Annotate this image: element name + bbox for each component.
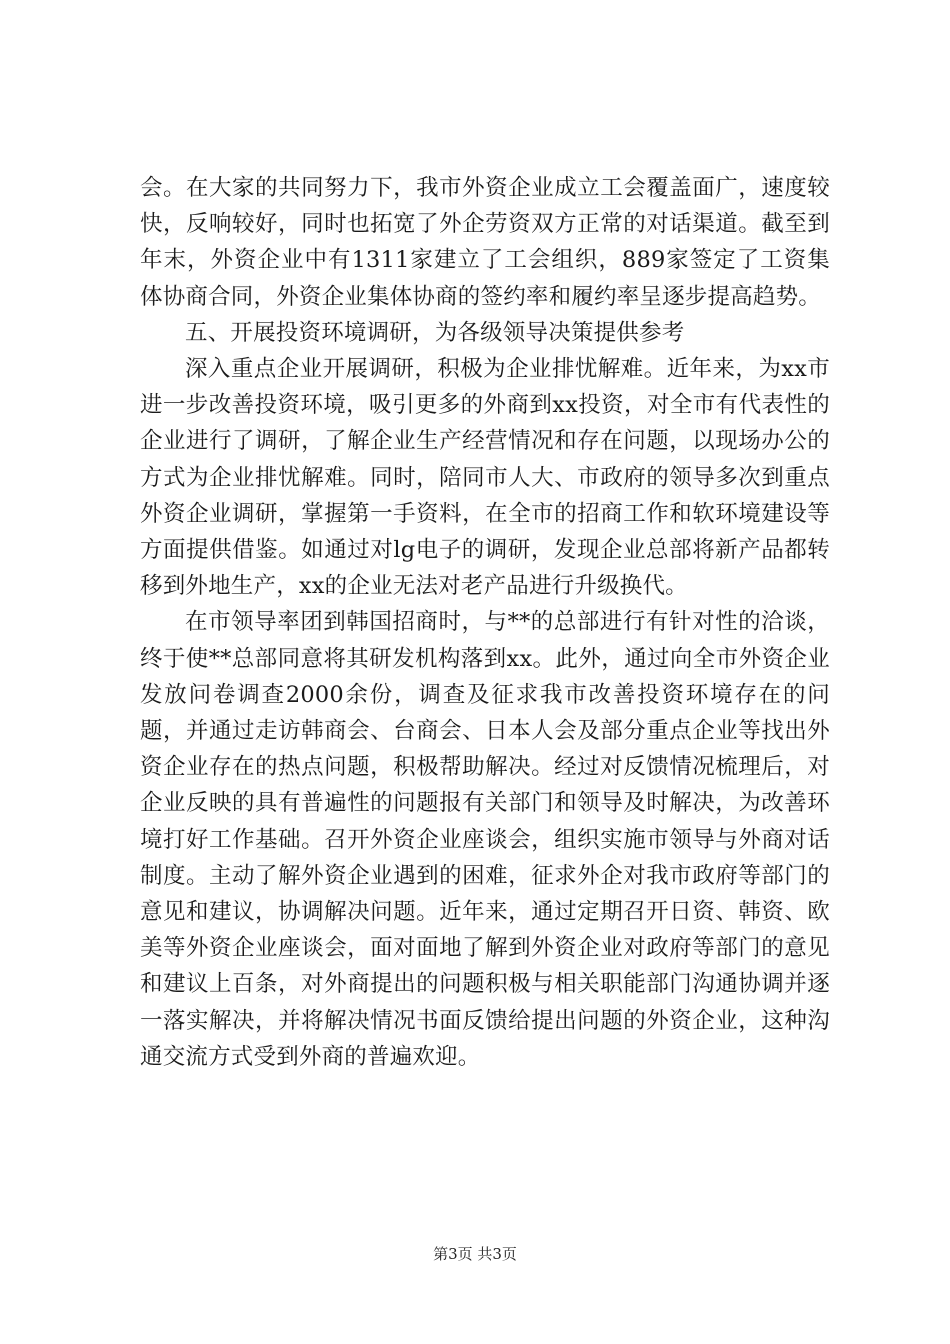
paragraph-trade-union: 会。在大家的共同努力下，我市外资企业成立工会覆盖面广，速度较快，反响较好，同时也拓宽了外企劳资双方正常的对话渠道。截至到年末，外资企业中有1311家建立了工会组织，889家签定了工资集体协商合同，外资企业集体协商的签约率和履约率呈逐步提高趋势。 bbox=[140, 175, 830, 310]
paragraph-enterprise-research: 深入重点企业开展调研，积极为企业排忧解难。近年来，为xx市进一步改善投资环境，吸引更多的外商到xx投资，对全市有代表性的企业进行了调研，了解企业生产经营情况和存在问题，以现场办公的方式为企业排忧解难。同时，陪同市人大、市政府的领导多次到重点外资企业调研，掌握第一手资料，在全市的招商工作和软环境建设等方面提供借鉴。如通过对lg电子的调研，发现企业总部将新产品都转移到外地生产，xx的企业无法对老产品进行升级换代。 bbox=[140, 356, 830, 600]
document-body bbox=[140, 170, 830, 1075]
paragraph-korea-investment: 在市领导率团到韩国招商时，与**的总部进行有针对性的洽谈，终于使**总部同意将其研发机构落到xx。此外，通过向全市外资企业发放问卷调查2000余份，调查及征求我市改善投资环境存在的问题，并通过走访韩商会、台商会、日本人会及部分重点企业等找出外资企业存在的热点问题，积极帮助解决。经过对反馈情况梳理后，对企业反映的具有普遍性的问题报有关部门和领导及时解决，为改善环境打好工作基础。召开外资企业座谈会，组织实施市领导与外商对话制度。主动了解外资企业遇到的困难，征求外企对我市政府等部门的意见和建议，协调解决问题。近年来，通过定期召开日资、韩资、欧美等外资企业座谈会，面对面地了解到外资企业对政府等部门的意见和建议上百条，对外商提出的问题积极与相关职能部门沟通协调并逐一落实解决，并将解决情况书面反馈给提出问题的外资企业，这种沟通交流方式受到外商的普遍欢迎。 bbox=[140, 609, 830, 1070]
page-footer: 第3页 共3页 bbox=[433, 1245, 517, 1263]
section-heading-investment-research: 五、开展投资环境调研，为各级领导决策提供参考 bbox=[185, 319, 685, 346]
